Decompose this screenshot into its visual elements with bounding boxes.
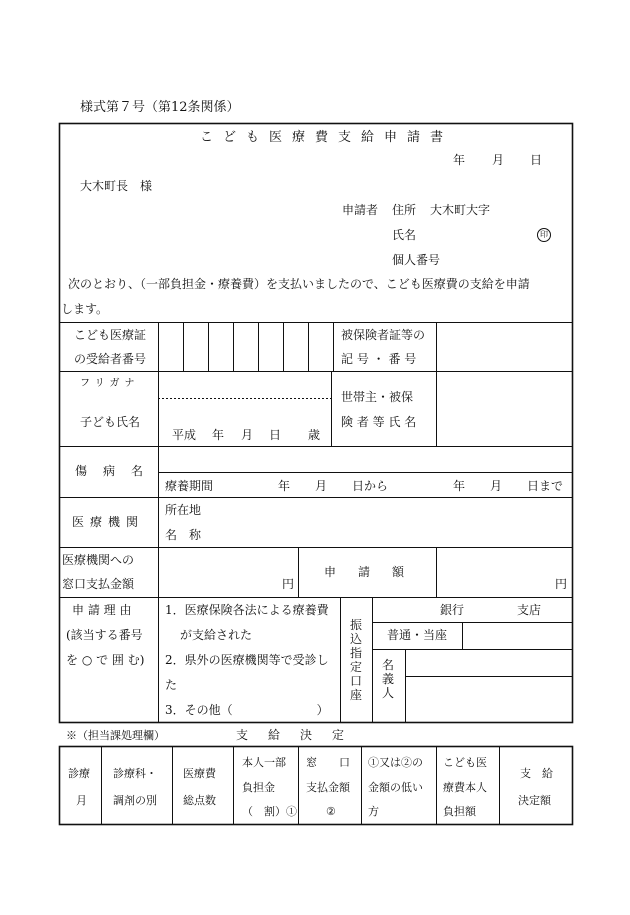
date-month: 月 — [492, 153, 505, 167]
col-decision-l1: 支 給 — [520, 767, 553, 780]
birth-era: 平成 — [172, 428, 197, 442]
col-child-l3: 負担額 — [443, 805, 476, 818]
applicant-label: 申請者 — [342, 203, 379, 217]
col-window-l2: 支払金額 — [306, 781, 350, 794]
period-until: 日まで — [527, 479, 564, 493]
page-title: こども医療費支給申請書 — [200, 130, 454, 145]
col-dept-l2: 調剤の別 — [113, 794, 157, 807]
seal-mark: 印 — [537, 228, 551, 242]
name-label: 氏名 — [392, 228, 417, 242]
col-selfpay-l2: 負担金 — [242, 781, 275, 794]
reason-label-3: を ○ で 囲 む) — [66, 653, 145, 667]
reason-1a: 1．医療保険各法による療養費 — [165, 603, 329, 617]
address-value: 大木町大字 — [430, 203, 491, 217]
window-label-2: 窓口支払金額 — [62, 577, 135, 591]
child-name-label: 子ども氏名 — [80, 415, 141, 429]
office-heading: 支給決定 — [236, 728, 365, 742]
col-month-l1: 診療 — [68, 767, 90, 780]
holder-label: 名義人 — [381, 658, 394, 700]
reason-label-1: 申 請 理 由 — [72, 603, 132, 617]
reason-label-2: (該当する番号 — [66, 628, 143, 642]
period-year-2: 年 — [453, 479, 466, 493]
institution-label: 医療機関 — [72, 515, 145, 529]
period-year-1: 年 — [278, 479, 291, 493]
request-amount-label: 申請額 — [324, 565, 427, 579]
statement-line-2: します。 — [61, 302, 109, 316]
col-lower-l2: 金額の低い — [368, 781, 423, 794]
col-child-l1: こども医 — [443, 756, 487, 769]
head-label-2: 険 者 等 氏 名 — [341, 415, 417, 429]
reason-1b: が支給された — [180, 628, 253, 642]
inst-address-label: 所在地 — [165, 503, 202, 517]
date-year: 年 — [453, 153, 466, 167]
birth-month: 月 — [241, 428, 254, 442]
birth-age: 歳 — [308, 428, 321, 442]
branch-label: 支店 — [517, 603, 542, 617]
period-month-1: 月 — [315, 479, 328, 493]
furigana-label: フリガナ — [80, 378, 140, 389]
col-selfpay-l3: （ 割）① — [242, 805, 297, 818]
account-type-label: 普通・当座 — [387, 628, 448, 642]
date-day: 日 — [530, 153, 543, 167]
reason-2a: 2．県外の医療機関等で受診し — [165, 653, 329, 667]
period-from: 日から — [352, 479, 389, 493]
col-child-l2: 療費本人 — [443, 781, 487, 794]
head-label-1: 世帯主・被保 — [341, 390, 414, 404]
col-dept-l1: 診療科・ — [113, 767, 157, 780]
birth-day: 日 — [269, 428, 282, 442]
yen-2: 円 — [555, 577, 568, 591]
col-window-l1: 窓 口 — [306, 756, 350, 769]
col-selfpay-l1: 本人一部 — [242, 756, 286, 769]
addressee: 大木町長 様 — [80, 179, 153, 193]
form-number: 様式第７号（第12条関係） — [80, 100, 240, 115]
cert-label-1: こども医療証 — [74, 328, 147, 342]
col-month-l2: 月 — [76, 794, 87, 807]
office-note: ※（担当課処理欄） — [66, 729, 165, 742]
address-label: 住所 — [392, 203, 417, 217]
col-lower-l3: 方 — [368, 805, 379, 818]
col-window-l3: ② — [326, 805, 336, 818]
col-decision-l2: 決定額 — [518, 794, 551, 807]
inst-name-label: 名 称 — [165, 528, 202, 542]
period-month-2: 月 — [490, 479, 503, 493]
disease-label: 傷病名 — [75, 464, 160, 478]
insurance-label-2: 記 号 ・ 番 号 — [341, 352, 417, 366]
birth-year: 年 — [212, 428, 225, 442]
yen-1: 円 — [282, 577, 295, 591]
col-points-l1: 医療費 — [183, 767, 216, 780]
transfer-account-label: 振込指定口座 — [349, 618, 362, 702]
period-label: 療養期間 — [165, 479, 214, 493]
insurance-label-1: 被保険者証等の — [341, 328, 426, 342]
statement-line-1: 次のとおり、（一部負担金・療養費）を支払いましたので、こども医療費の支給を申請 — [68, 277, 530, 291]
col-lower-l1: ①又は②の — [368, 756, 423, 769]
window-label-1: 医療機関への — [62, 553, 135, 567]
personal-number-label: 個人番号 — [392, 253, 441, 267]
reason-2b: た — [165, 678, 178, 692]
cert-label-2: の受給者番号 — [74, 352, 147, 366]
reason-3: 3．その他（ ） — [165, 703, 329, 717]
col-points-l2: 総点数 — [183, 794, 216, 807]
bank-label: 銀行 — [440, 603, 465, 617]
